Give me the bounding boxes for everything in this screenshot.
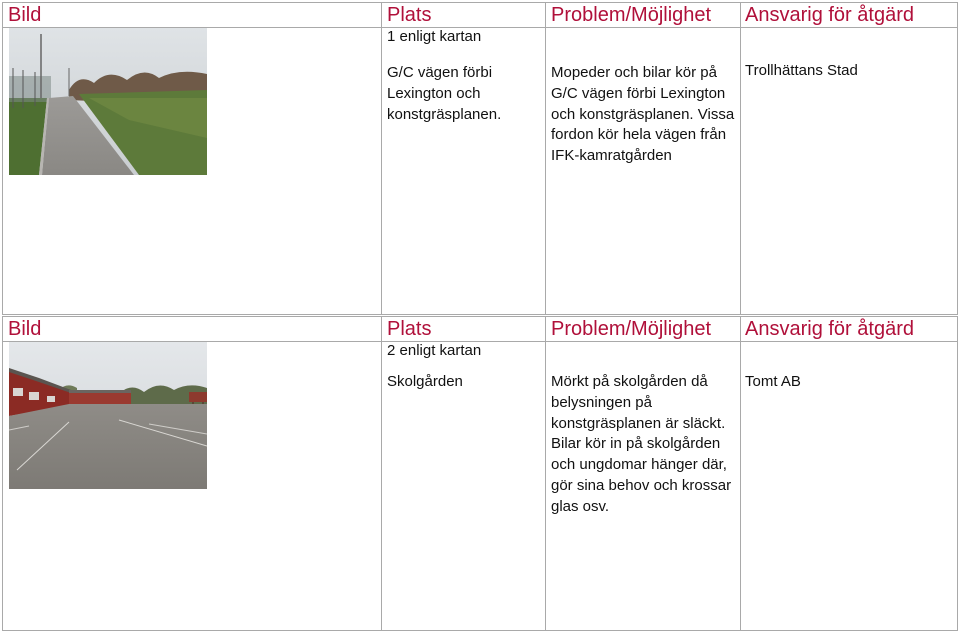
table1-bottom-border	[2, 314, 958, 315]
problem-text: Mopeder och bilar kör på G/C vägen förbi Lexington och konstgräsplanen. Vissa fordon kör hela vägen från IFK-kamratgården	[551, 64, 735, 165]
photo-bike-path	[9, 28, 207, 175]
table1-col-divider-3	[740, 2, 741, 315]
table1-col-divider-left	[2, 2, 3, 315]
ansvarig-text-2: Tomt AB	[745, 373, 801, 390]
map-reference: 1 enligt kartan	[387, 28, 482, 45]
plats-text: G/C vägen förbi Lexington och konstgräsplanen.	[387, 64, 502, 123]
table1-col-divider-1	[381, 2, 382, 315]
header-ansvarig-2: Ansvarig för åtgärd	[745, 318, 914, 340]
table2-col-divider-2	[545, 316, 546, 631]
table1-col-divider-right	[957, 2, 958, 315]
header-bild: Bild	[8, 4, 42, 26]
table2-bottom-border	[2, 630, 958, 631]
header-problem: Problem/Möjlighet	[551, 4, 712, 26]
header-plats-2: Plats	[387, 318, 432, 340]
table2-col-divider-left	[2, 316, 3, 631]
header-ansvarig: Ansvarig för åtgärd	[745, 4, 914, 26]
header-problem-2: Problem/Möjlighet	[551, 318, 712, 340]
table1-col-divider-2	[545, 2, 546, 315]
photo-schoolyard	[9, 342, 207, 489]
header-bild-2: Bild	[8, 318, 42, 340]
table2-col-divider-1	[381, 316, 382, 631]
ansvarig-text: Trollhättans Stad	[745, 62, 858, 79]
map-reference-2: 2 enligt kartan	[387, 342, 482, 359]
table2-col-divider-right	[957, 316, 958, 631]
header-plats: Plats	[387, 4, 432, 26]
problem-text-2: Mörkt på skolgården då belysningen på konstgräsplanen är släckt. Bilar kör in på skolgården och ungdomar hänger där, gör sina behov och krossar glas osv.	[551, 373, 732, 515]
plats-text-2: Skolgården	[387, 373, 463, 390]
table2-col-divider-3	[740, 316, 741, 631]
